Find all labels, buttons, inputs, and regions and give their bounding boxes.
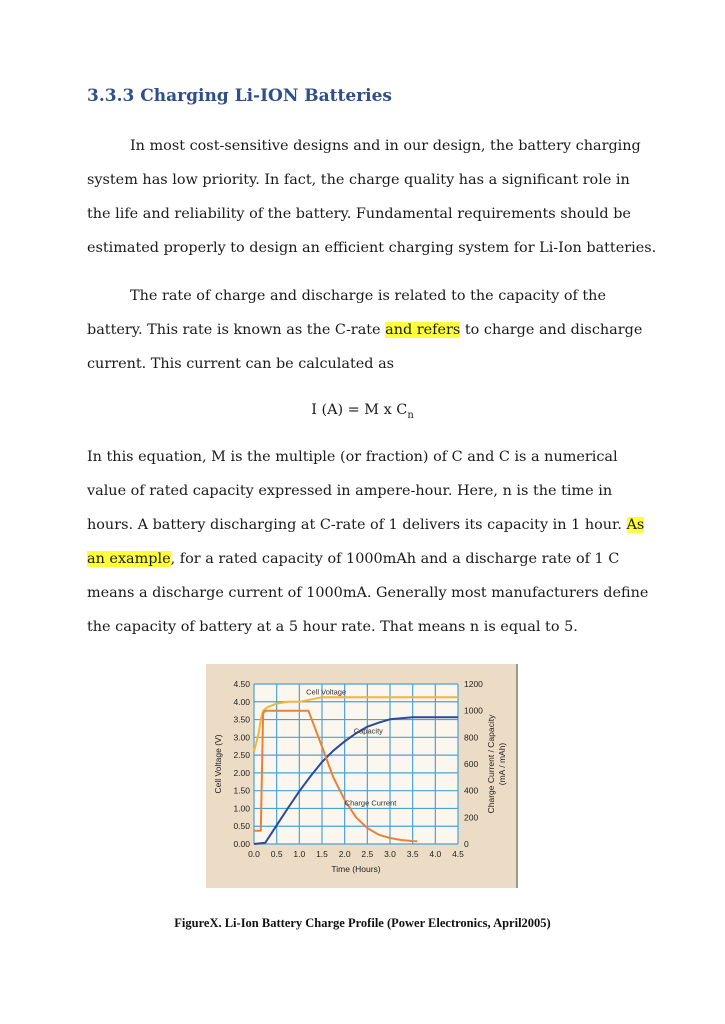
y2-tick-label: 600 (464, 759, 479, 769)
y2-tick-label: 800 (464, 732, 479, 743)
charge-profile-figure (206, 664, 518, 888)
y2-tick-label: 400 (464, 785, 479, 796)
highlighted-text: and refers (385, 322, 461, 338)
y-tick-label: 3.50 (233, 714, 250, 725)
equation-subscript: n (407, 409, 414, 421)
x-axis-title: Time (Hours) (331, 864, 381, 874)
text-line: In most cost-sensitive designs and in our design, the battery charging (130, 138, 641, 154)
y-tick-label: 1.50 (233, 785, 250, 796)
y-axis-title: Cell Voltage (V) (213, 734, 223, 794)
x-tick-label: 0.0 (248, 849, 260, 859)
text-span: , for a rated capacity of 1000mAh and a discharge rate of 1 C (170, 551, 620, 567)
y2-tick-label: 0 (464, 839, 469, 849)
text-span: hours. A battery discharging at C-rate of 1 delivers its capacity in 1 hour. (87, 517, 627, 533)
y2-axis-title: Charge Current / Capacity (486, 714, 496, 814)
y-tick-label: 2.00 (233, 767, 250, 778)
text-line: In this equation, M is the multiple (or fraction) of C and C is a numerical (87, 449, 618, 465)
y2-tick-label: 1200 (464, 679, 483, 689)
text-line: estimated properly to design an efficient charging system for Li-Ion batteries. (87, 240, 657, 256)
text-line: the capacity of battery at a 5 hour rate. That means n is equal to 5. (87, 619, 578, 635)
y-tick-label: 4.00 (233, 696, 250, 707)
y2-tick-label: 1000 (464, 705, 483, 716)
x-tick-label: 2.0 (338, 849, 351, 859)
text-line (87, 508, 647, 542)
plot-area (254, 684, 458, 844)
y2-axis-title-units: (mA / mAh) (497, 742, 507, 786)
x-tick-label: 1.5 (316, 849, 328, 859)
current-equation (0, 397, 725, 429)
y-tick-label: 3.00 (233, 732, 250, 743)
highlighted-text: As (626, 517, 645, 533)
y-tick-label: 2.50 (233, 750, 250, 761)
text-line: means a discharge current of 1000mA. Generally most manufacturers define (87, 585, 649, 601)
text-span: battery. This rate is known as the C-rate (87, 322, 386, 338)
charge-current-label: Charge Current (344, 798, 397, 808)
highlighted-text: an example (87, 551, 171, 567)
paragraph-charging-intro (87, 129, 657, 265)
y2-tick-label: 200 (464, 812, 479, 823)
x-tick-label: 1.0 (293, 849, 306, 859)
y-tick-label: 0.50 (233, 821, 250, 832)
text-line: current. This current can be calculated as (87, 356, 395, 372)
text-line: value of rated capacity expressed in ampere-hour. Here, n is the time in (87, 483, 613, 499)
text-line (87, 313, 647, 347)
figure-caption: FigureX. Li-Ion Battery Charge Profile (Power Electronics, April2005) (174, 916, 551, 930)
x-tick-label: 4.5 (452, 849, 464, 859)
text-line: the life and reliability of the battery. Fundamental requirements should be (87, 206, 631, 222)
cell-voltage-label: Cell Voltage (306, 687, 347, 697)
paragraph-equation-explanation (87, 440, 647, 644)
paragraph-c-rate (87, 279, 647, 381)
y-tick-label: 0.00 (233, 839, 250, 849)
text-line: The rate of charge and discharge is related to the capacity of the (130, 288, 606, 304)
x-tick-label: 3.0 (384, 849, 396, 859)
x-tick-label: 2.5 (361, 849, 374, 859)
x-tick-label: 0.5 (270, 849, 283, 859)
charge-profile-chart (206, 664, 518, 888)
capacity-label: Capacity (353, 726, 383, 736)
x-tick-label: 4.0 (429, 849, 442, 859)
section-heading: 3.3.3 Charging Li-ION Batteries (87, 86, 393, 106)
x-tick-label: 3.5 (406, 849, 419, 859)
text-line (87, 542, 647, 576)
y-tick-label: 4.50 (233, 679, 250, 689)
text-span: to charge and discharge (460, 322, 643, 338)
y-tick-label: 1.00 (233, 803, 250, 814)
text-line: system has low priority. In fact, the charge quality has a significant role in (87, 172, 630, 188)
equation-text: I (A) = M x C (311, 402, 408, 418)
